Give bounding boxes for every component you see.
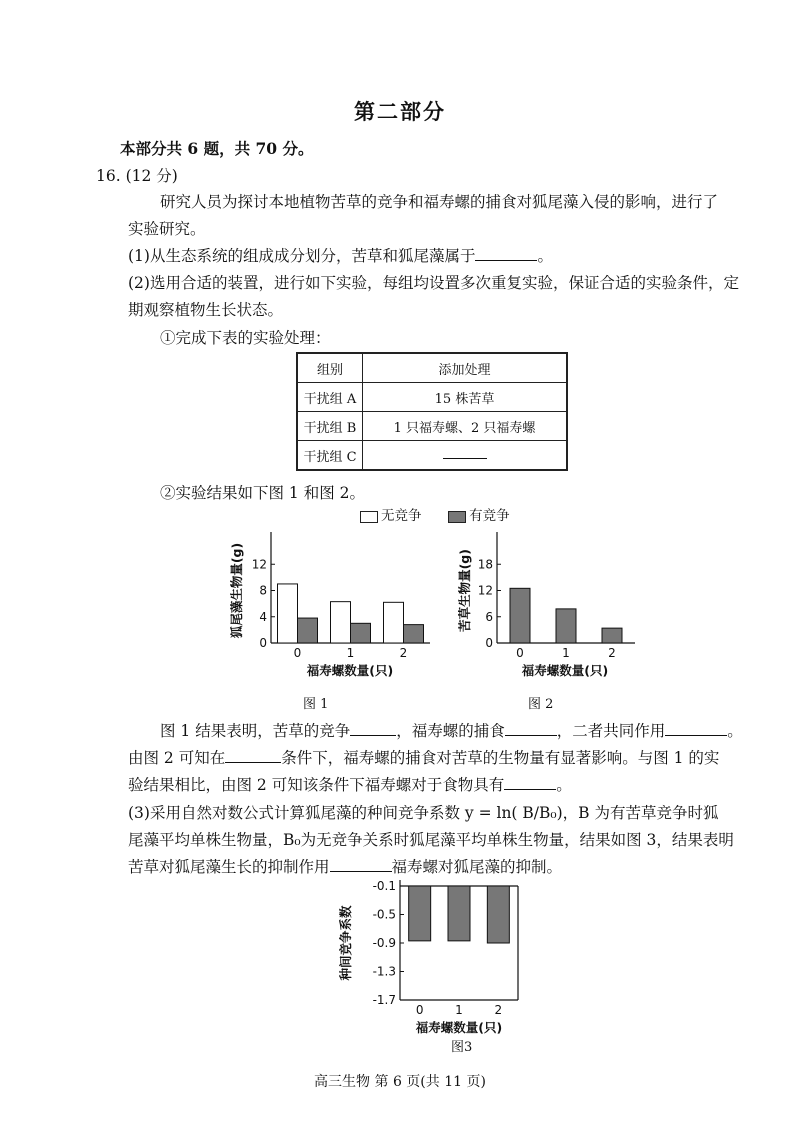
bar-competition-0 [510, 588, 530, 643]
q3-line2: 尾藻平均单株生物量，B₀为无竞争关系时狐尾藻平均单株生物量，结果如图 3，结果表明 [128, 831, 734, 849]
question-intro-line2: 实验研究。 [128, 220, 206, 238]
table-header-row [297, 353, 567, 383]
y-tick-label: 12 [251, 557, 267, 572]
y-tick-label: 0 [485, 636, 493, 650]
bar-competition-1 [448, 886, 470, 941]
bar-competition-0 [409, 886, 431, 941]
chart-legend [360, 504, 510, 524]
q2-line1: (2)选用合适的装置，进行如下实验，每组均设置多次重复实验，保证合适的实验条件，定 [128, 274, 739, 292]
q3-line3 [128, 855, 562, 877]
analysis-line2 [128, 746, 719, 768]
figure-1-chart [225, 528, 440, 688]
x-tick-label: 0 [293, 646, 302, 660]
analysis-line2-part2: 条件下，福寿螺的捕食对苦草的生物量有显著影响。与图 1 的实 [281, 749, 720, 767]
y-tick-label: -0.1 [372, 879, 396, 893]
y-axis-label: 苦草生物量(g) [457, 549, 472, 632]
table-row [297, 383, 567, 412]
analysis-line1-part1: 图 1 结果表明，苦草的竞争 [160, 722, 351, 740]
q1-text: (1)从生态系统的组成成分划分，苦草和狐尾藻属于 [128, 247, 476, 265]
figure-2-chart [455, 528, 645, 688]
analysis-line1-part4: 。 [727, 722, 743, 740]
figure-1-caption: 图 1 [303, 697, 329, 712]
bar-no-competition-2 [384, 602, 404, 643]
q1-answer-blank[interactable] [475, 246, 537, 261]
table-header-treatment: 添加处理 [363, 353, 568, 383]
x-tick-label: 2 [608, 646, 616, 660]
y-axis-label: 种间竞争系数 [338, 905, 353, 981]
table-cell-treatment: 1 只福寿螺、2 只福寿螺 [363, 412, 568, 441]
analysis-line1-part2: ，福寿螺的捕食 [396, 722, 505, 740]
y-axis-label: 狐尾藻生物量(g) [229, 542, 244, 639]
answer-blank-combined[interactable] [665, 721, 727, 736]
analysis-line3-part2: 。 [556, 776, 572, 794]
legend-label-no-competition: 无竞争 [381, 508, 422, 524]
q3-line1: (3)采用自然对数公式计算狐尾藻的种间竞争系数 y = ln( B/B₀)，B 为有苦草竞争时狐 [128, 804, 719, 822]
table-cell-treatment: 15 株苦草 [363, 383, 568, 412]
answer-blank-food[interactable] [504, 775, 556, 790]
y-tick-label: 8 [259, 583, 267, 598]
x-axis-label: 福寿螺数量(只) [306, 663, 394, 678]
q3-line3-part1: 苦草对狐尾藻生长的抑制作用 [128, 858, 330, 876]
figure-2-caption: 图 2 [528, 697, 554, 712]
section-intro: 本部分共 6 题，共 70 分。 [120, 139, 314, 158]
bar-competition-0 [298, 618, 318, 643]
question-number: 16. (12 分) [96, 167, 178, 185]
y-tick-label: -1.7 [372, 993, 396, 1007]
answer-blank-competition[interactable] [350, 721, 396, 736]
bar-competition-1 [351, 623, 371, 643]
question-intro-line1: 研究人员为探讨本地植物苦草的竞争和福寿螺的捕食对狐尾藻入侵的影响，进行了 [160, 193, 719, 211]
answer-blank-compare[interactable] [330, 857, 392, 872]
y-tick-label: -1.3 [372, 964, 396, 979]
q2-line2: 期观察植物生长状态。 [128, 301, 284, 319]
answer-blank-condition[interactable] [225, 748, 281, 763]
legend-label-competition: 有竞争 [469, 508, 510, 524]
q2-sub2: ②实验结果如下图 1 和图 2。 [160, 484, 366, 502]
analysis-line1 [160, 719, 743, 741]
bar-competition-2 [404, 625, 424, 643]
bar-no-competition-0 [278, 584, 298, 643]
x-tick-label: 0 [516, 646, 524, 660]
x-tick-label: 2 [494, 1003, 503, 1017]
answer-blank-predation[interactable] [505, 721, 557, 736]
table-header-group: 组别 [297, 353, 363, 383]
y-tick-label: 6 [485, 609, 493, 624]
y-tick-label: 0 [259, 636, 267, 650]
figure-3-chart [330, 876, 540, 1036]
analysis-line3 [128, 773, 572, 795]
q1-end: 。 [537, 247, 553, 265]
section-title: 第二部分 [354, 99, 446, 124]
legend-swatch-competition [448, 511, 466, 523]
analysis-line1-part3: ，二者共同作用 [556, 722, 666, 740]
x-tick-label: 0 [415, 1003, 424, 1017]
y-tick-label: 4 [259, 609, 267, 624]
table-row [297, 412, 567, 441]
table-row [297, 441, 567, 471]
analysis-line2-part1: 由图 2 可知在 [128, 749, 226, 767]
bar-no-competition-1 [331, 602, 351, 643]
table-answer-line[interactable] [443, 448, 487, 459]
bar-competition-1 [556, 609, 576, 643]
x-axis-label: 福寿螺数量(只) [415, 1020, 503, 1035]
x-tick-label: 1 [562, 646, 570, 660]
x-tick-label: 1 [346, 646, 355, 660]
y-tick-label: -0.5 [372, 907, 396, 922]
y-tick-label: -0.9 [372, 936, 396, 950]
x-axis-label: 福寿螺数量(只) [521, 663, 609, 678]
q2-sub1: ①完成下表的实验处理： [160, 329, 331, 347]
x-tick-label: 2 [399, 646, 408, 660]
y-tick-label: 18 [477, 557, 493, 572]
x-tick-label: 1 [455, 1003, 463, 1017]
page-footer: 高三生物 第 6 页(共 11 页) [314, 1074, 486, 1090]
q3-line3-part2: 福寿螺对狐尾藻的抑制。 [391, 858, 563, 876]
table-cell-group: 干扰组 B [297, 412, 363, 441]
table-cell-group: 干扰组 A [297, 383, 363, 412]
bar-competition-2 [487, 886, 509, 943]
legend-swatch-no-competition [360, 511, 378, 523]
analysis-line3-part1: 验结果相比，由图 2 可知该条件下福寿螺对于食物具有 [128, 776, 505, 794]
q1-line [128, 244, 553, 266]
table-cell-group: 干扰组 C [297, 441, 363, 471]
table-cell-answer-blank[interactable] [363, 441, 568, 471]
y-tick-label: 12 [477, 583, 493, 598]
bar-competition-2 [602, 628, 622, 643]
figure-3-caption: 图3 [451, 1040, 473, 1055]
treatment-table [296, 352, 568, 471]
